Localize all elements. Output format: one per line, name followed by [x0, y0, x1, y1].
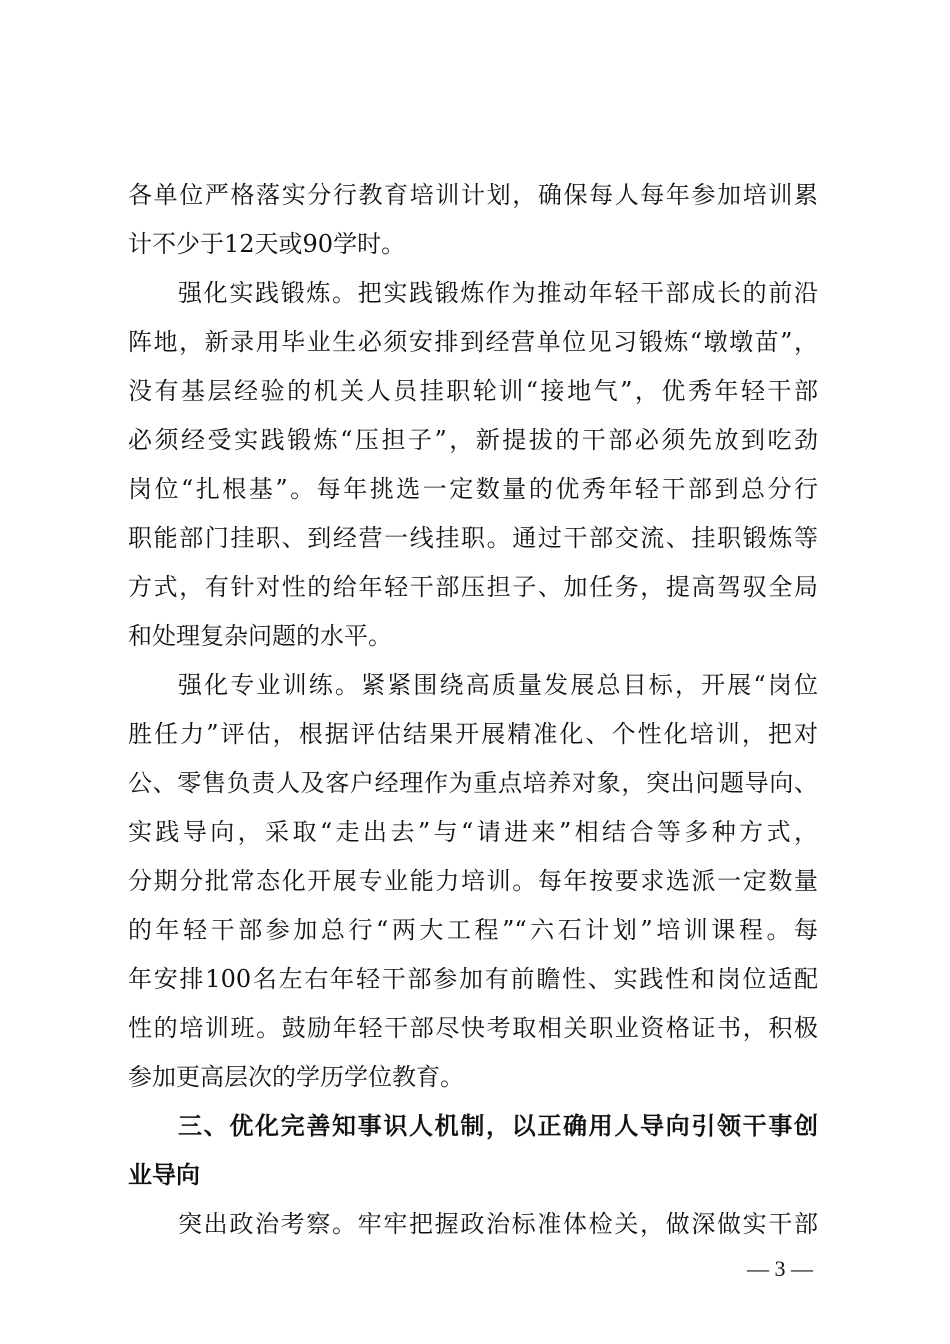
- paragraph-3-line-2: 胜任力”评估，根据评估结果开展精准化、个性化培训，把对: [128, 720, 818, 748]
- paragraph-2-line-2: 阵地，新录用毕业生必须安排到经营单位见习锻炼“墩墩苗”，: [128, 328, 818, 356]
- paragraph-2-line-7: 方式，有针对性的给年轻干部压担子、加任务，提高驾驭全局: [128, 573, 818, 601]
- paragraph-3-line-7: 年安排100名左右年轻干部参加有前瞻性、实践性和岗位适配: [128, 965, 818, 993]
- paragraph-3-line-5: 分期分批常态化开展专业能力培训。每年按要求选派一定数量: [128, 867, 818, 895]
- paragraph-4-line-1: 突出政治考察。牢牢把握政治标准体检关，做深做实干部: [178, 1210, 818, 1238]
- paragraph-3-line-6: 的年轻干部参加总行“两大工程”“六石计划”培训课程。每: [128, 916, 818, 944]
- paragraph-3-line-4: 实践导向，采取“走出去”与“请进来”相结合等多种方式，: [128, 818, 818, 846]
- paragraph-3-line-8: 性的培训班。鼓励年轻干部尽快考取相关职业资格证书，积极: [128, 1014, 818, 1042]
- paragraph-3-line-9: 参加更高层次的学历学位教育。: [128, 1063, 464, 1091]
- paragraph-2-line-1: 强化实践锻炼。把实践锻炼作为推动年轻干部成长的前沿: [178, 279, 818, 307]
- paragraph-2-line-8: 和处理复杂问题的水平。: [128, 622, 392, 650]
- section-heading-line-1: 三、优化完善知事识人机制，以正确用人导向引领干事创: [178, 1112, 818, 1140]
- paragraph-3-line-3: 公、零售负责人及客户经理作为重点培养对象，突出问题导向、: [128, 769, 818, 797]
- section-heading-line-2: 业导向: [128, 1161, 200, 1189]
- paragraph-2-line-6: 职能部门挂职、到经营一线挂职。通过干部交流、挂职锻炼等: [128, 524, 818, 552]
- paragraph-2-line-4: 必须经受实践锻炼“压担子”，新提拔的干部必须先放到吃劲: [128, 426, 818, 454]
- paragraph-2-line-5: 岗位“扎根基”。每年挑选一定数量的优秀年轻干部到总分行: [128, 475, 818, 503]
- paragraph-3-line-1: 强化专业训练。紧紧围绕高质量发展总目标，开展“岗位: [178, 671, 818, 699]
- page-number: — 3 —: [747, 1256, 813, 1281]
- paragraph-1-line-1: 各单位严格落实分行教育培训计划，确保每人每年参加培训累: [128, 181, 818, 209]
- paragraph-2-line-3: 没有基层经验的机关人员挂职轮训“接地气”，优秀年轻干部: [128, 377, 818, 405]
- paragraph-1-line-2: 计不少于12天或90学时。: [128, 230, 406, 258]
